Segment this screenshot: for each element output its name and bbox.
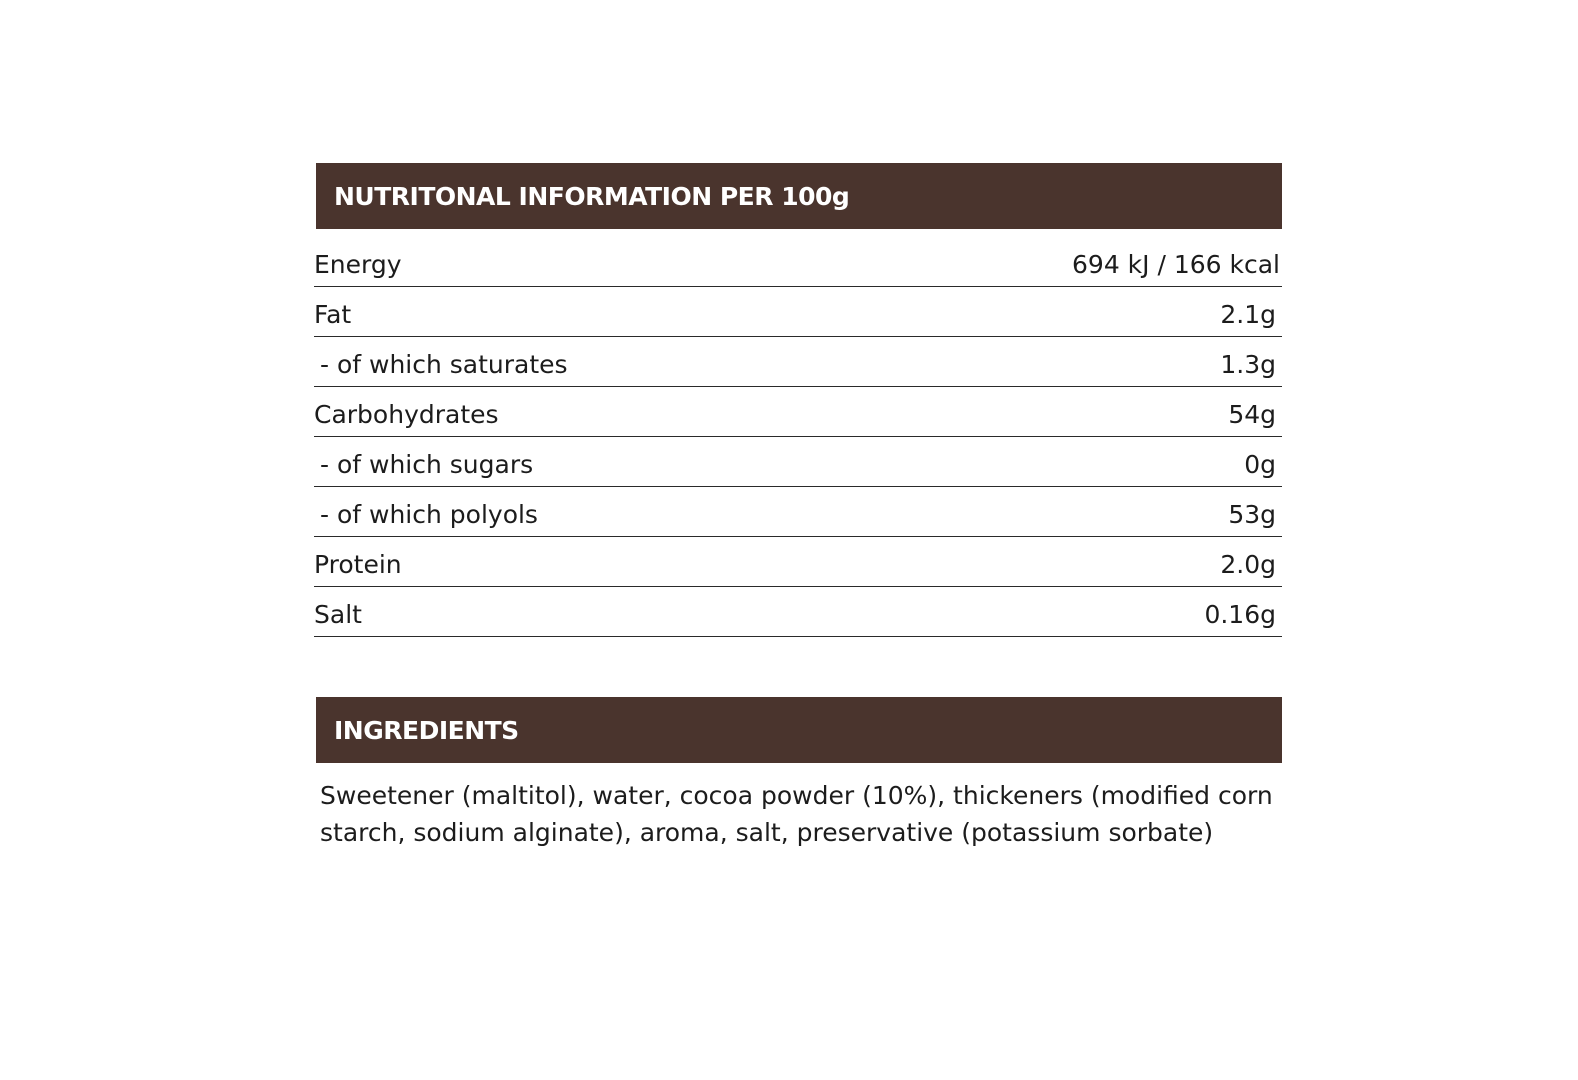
nutrient-label: Fat xyxy=(314,300,352,329)
ingredients-header xyxy=(316,697,1282,763)
nutrient-value: 0g xyxy=(1244,450,1276,479)
nutrient-label: Energy xyxy=(314,250,402,279)
nutrient-label: - of which polyols xyxy=(320,500,538,529)
nutrition-row-carbohydrates xyxy=(314,387,1282,437)
nutrient-value: 694 kJ / 166 kcal xyxy=(1072,250,1280,279)
nutrition-row-salt xyxy=(314,587,1282,637)
ingredients-text: Sweetener (maltitol), water, cocoa powder (10%), thickeners (modified corn starch, sodium alginate), aroma, salt, preservative (potassium sorbate) xyxy=(320,781,1273,847)
nutrition-table xyxy=(314,229,1282,637)
ingredients-title: INGREDIENTS xyxy=(334,715,519,745)
nutrient-value: 53g xyxy=(1228,500,1276,529)
nutrient-label: - of which sugars xyxy=(320,450,534,479)
nutrient-value: 2.1g xyxy=(1220,300,1276,329)
nutrient-label: Salt xyxy=(314,600,362,629)
nutrient-value: 1.3g xyxy=(1220,350,1276,379)
nutrient-value: 2.0g xyxy=(1220,550,1276,579)
nutrition-row-polyols xyxy=(314,487,1282,537)
nutrition-row-fat xyxy=(314,287,1282,337)
nutrition-header xyxy=(316,163,1282,229)
nutrient-label: - of which saturates xyxy=(320,350,568,379)
nutrient-value: 0.16g xyxy=(1204,600,1276,629)
nutrition-title: NUTRITONAL INFORMATION PER 100g xyxy=(334,181,850,211)
nutrient-label: Carbohydrates xyxy=(314,400,499,429)
ingredients-panel xyxy=(316,697,1282,847)
nutrition-row-energy xyxy=(314,229,1282,287)
nutrition-row-saturates xyxy=(314,337,1282,387)
nutrient-label: Protein xyxy=(314,550,402,579)
nutrition-panel xyxy=(314,163,1282,629)
nutrition-row-protein xyxy=(314,537,1282,587)
nutrition-row-sugars xyxy=(314,437,1282,487)
nutrient-value: 54g xyxy=(1228,400,1276,429)
